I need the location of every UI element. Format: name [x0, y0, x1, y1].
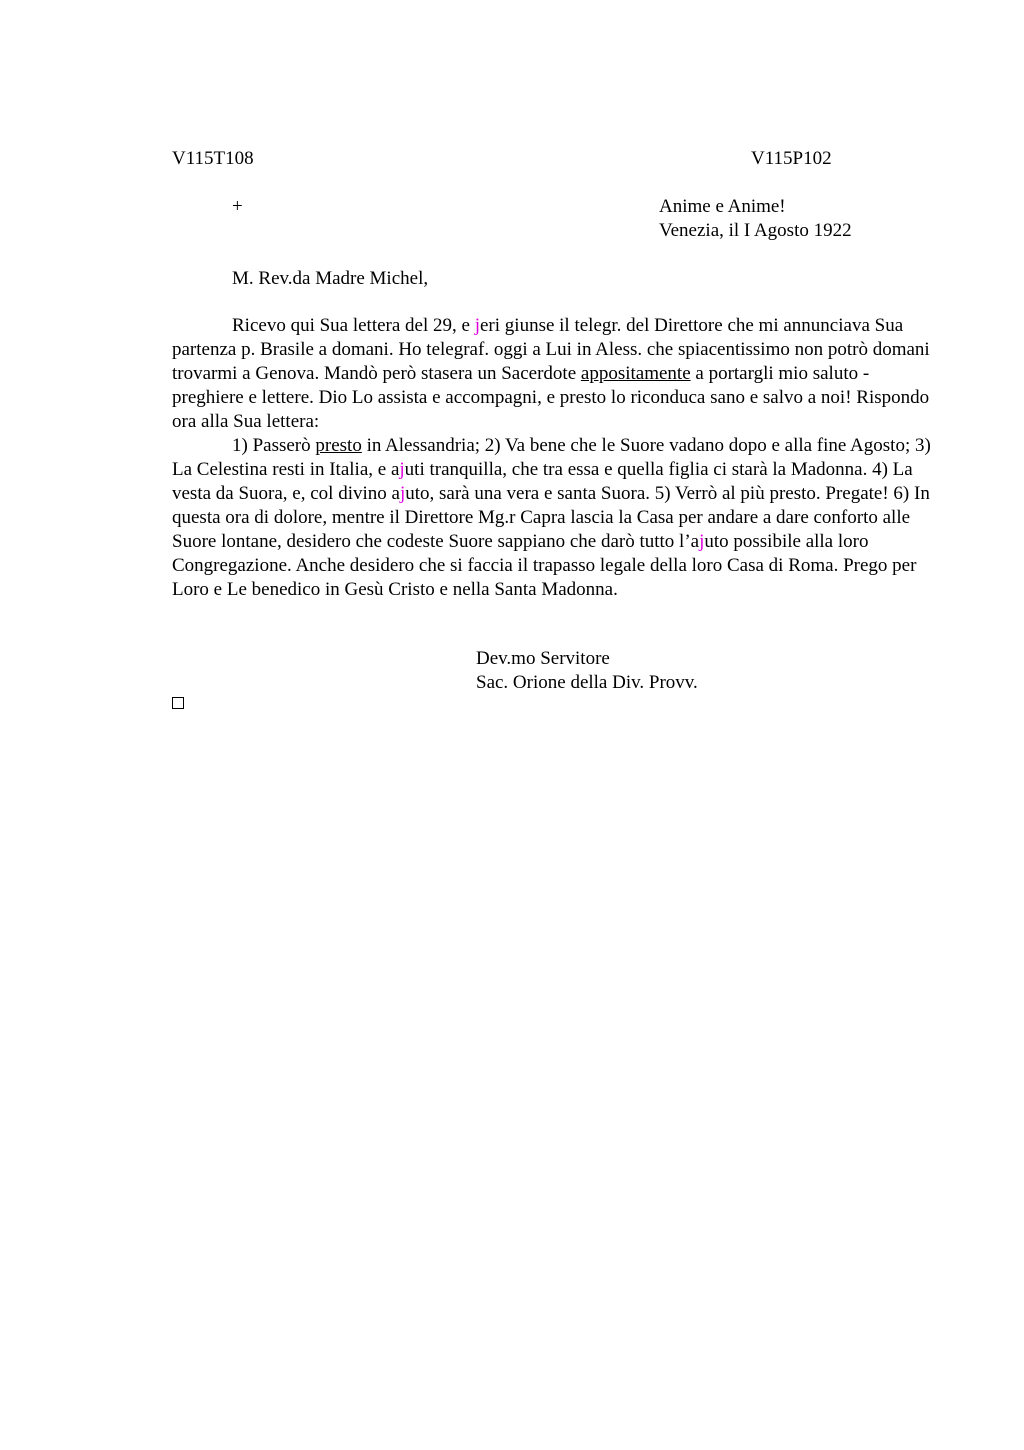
underlined-word: appositamente	[580, 363, 691, 384]
cross-symbol: +	[232, 196, 243, 217]
text-run: uti tranquilla, che tra essa e quella figlia ci starà la Madonna. 4) La vesta da Suora, e, col divino a	[172, 459, 913, 504]
text-run: uto possibile alla loro Congregazione. Anche desidero che si faccia il trapasso legale della loro Casa di Roma. Prego per Loro e Le benedico in Gesù Cristo e nella Santa Madonna.	[172, 531, 917, 600]
salutation: M. Rev.da Madre Michel,	[232, 268, 429, 289]
signature-line: Sac. Orione della Div. Provv.	[476, 672, 698, 693]
text-run: a portargli mio saluto - preghiere e lettere. Dio Lo assista e accompagni, e presto lo riconduca sano e salvo a noi! Rispondo ora alla Sua lettera:	[172, 363, 930, 432]
highlighted-letter: j	[399, 483, 406, 504]
motto-line: Anime e Anime!	[659, 196, 786, 217]
body-paragraph-1	[172, 314, 932, 434]
place-date-line: Venezia, il I Agosto 1922	[659, 220, 852, 241]
highlighted-letter: j	[474, 315, 480, 336]
text-run: Ricevo qui Sua lettera del 29, e	[232, 315, 475, 336]
text-run: 1) Passerò	[232, 435, 316, 456]
end-box-icon	[172, 697, 184, 709]
highlighted-letter: j	[399, 459, 405, 480]
document-reference-left: V115T108	[172, 148, 254, 169]
text-run: eri giunse il telegr. del Direttore che mi annunciava Sua partenza p. Brasile a domani. Ho telegraf. oggi a Lui in Aless. che spiacentissimo non potrò domani trovarmi a Genova. Mandò però stasera un Sacerdote	[172, 315, 930, 384]
text-run: in Alessandria; 2) Va bene che le Suore vadano dopo e alla fine Agosto; 3) La Celestina resti in Italia, e a	[172, 435, 931, 480]
highlighted-letter: j	[699, 531, 705, 552]
text-run: uto, sarà una vera e santa Suora. 5) Verrò al più presto. Pregate! 6) In questa ora di dolore, mentre il Direttore Mg.r Capra lascia la Casa per andare a dare conforto alle Suore lontane, desidero che codeste Suore sappiano che darò tutto l’a	[172, 483, 930, 552]
underlined-word: presto	[315, 435, 362, 456]
document-reference-right: V115P102	[751, 148, 832, 169]
letter-body	[172, 314, 932, 602]
closing-line: Dev.mo Servitore	[476, 648, 610, 669]
body-paragraph-2	[172, 434, 932, 602]
